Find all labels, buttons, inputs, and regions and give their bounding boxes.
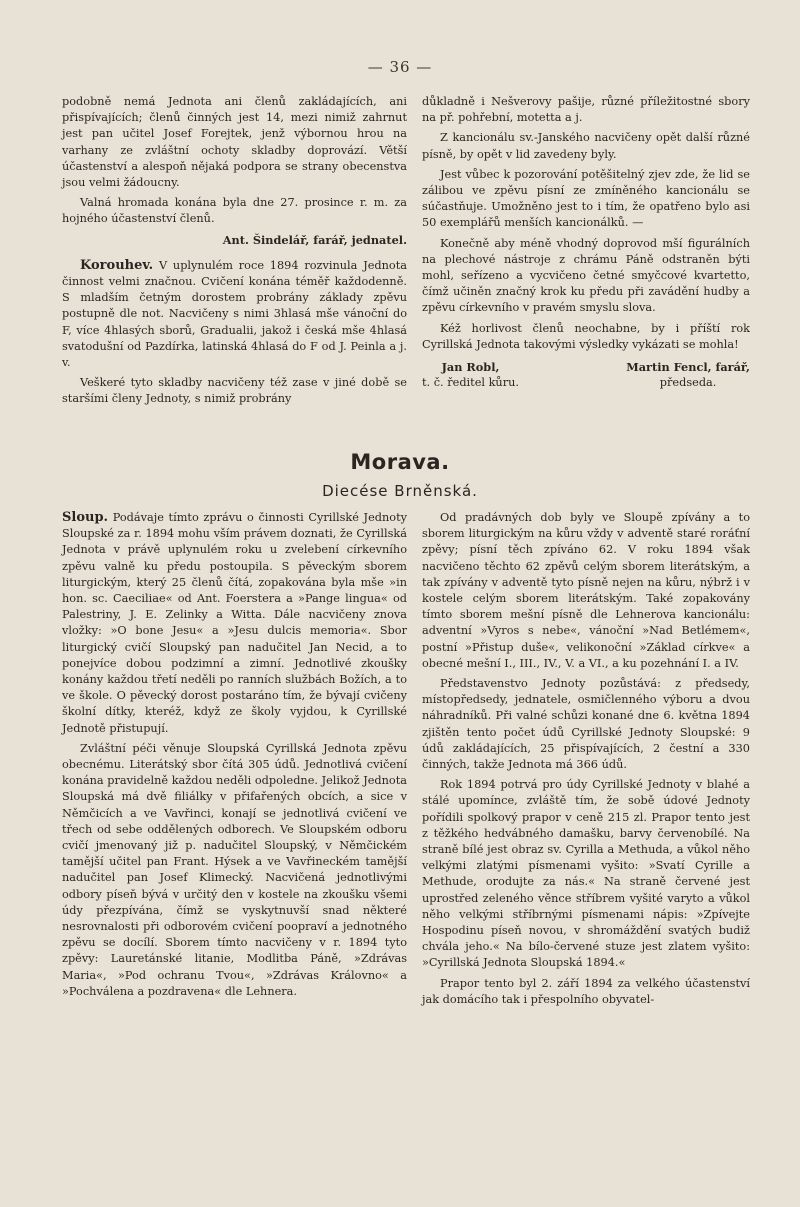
section-heading-sloup: Sloup. (62, 510, 109, 525)
paragraph: důkladně i Nešverovy pašije, různé příležitostné sbory na př. pohřební, motetta a j. (422, 95, 750, 125)
column-bottom-right (422, 510, 750, 1012)
paragraph: Jest vůbec k pozorování potěšitelný zjev zde, že lid se zálibou ve zpěvu písní ze zmíněného kancionálu se súčastňuje. Umožněno jest to i tím, že opatřeno bylo asi 50 exemplářů menších kancionálků. — (422, 167, 750, 230)
column-top-right (422, 94, 750, 391)
paragraph: Konečně aby méně vhodný doprovod mší figurálních na plechové nástroje z chrámu Páně odstraněn býti mohl, seřízeno a vycvičeno četné smyčcové kvartetto, čímž učiněn značný krok ku předu při zavádění hudby a zpěvu církevního v pravém smyslu slova. (422, 236, 750, 315)
signatures (422, 359, 750, 391)
paragraph-sloup (62, 510, 407, 737)
paragraph: Valná hromada konána byla dne 27. prosince r. m. za hojného účastenství členů. (62, 196, 407, 226)
paragraph-text: V uplynulém roce 1894 rozvinula Jednota činnost velmi značnou. Cvičení konána téměř každodenně. S mladším četným dorostem probrány základy zpěvu postupně dle not. Nacvičeny s nimi 3hlasá mše vánoční do F, více 4hlasých sborů, Gradualii, jakož i česká mše 4hlasá svatodušní od Pazdírka, latinská 4hlasá do F od J. Peinla a j. v. (62, 258, 407, 370)
paragraph: Z kancionálu sv.-Janského nacvičeny opět další různé písně, by opět v lid zavedeny byly. (422, 131, 750, 161)
paragraph: Od pradávných dob byly ve Sloupě zpívány a to sborem liturgickým na kůru vždy v adventě staré roráťní zpěvy; písní těch zpíváno 62. V roku 1894 však nacvičeno těchto 62 zpěvů celým sborem literátským, a tak zpívány v adventě tyto písně nejen na kůru, nýbrž i v kostele celým sborem literátským. Také zopakovány tímto sborem mešní písně dle Lehnerova kancionálu: adventní »Vyros s nebe«, vánoční »Nad Betlémem«, postní »Přistup duše«, velikonoční »Základ církve« a obecné mešní I., III., IV., V. a VI., a ku pozehnání I. a IV. (422, 511, 750, 670)
signature-fencl (626, 359, 750, 391)
paragraph: Prapor tento byl 2. září 1894 za velkého účastenství jak domácího tak i přespolního obyvatel- (422, 976, 750, 1006)
column-bottom-left (62, 510, 407, 1004)
region-title: Morava. (350, 450, 450, 474)
paragraph: Rok 1894 potrvá pro údy Cyrillské Jednoty v blahé a stálé upomínce, zvláště tím, že sobě údové Jednoty pořídili spolkový prapor v ceně 215 zl. Prapor tento jest z těžkého hedvábného damašku, barvy červenobílé. Na straně bílé jest obraz sv. Cyrilla a Methuda, a vůkol něho velkými zlatými písmenami vyšito: »Svatí Cyrille a Methude, orodujte za nás.« Na straně červené jest uprostřed zeleného věnce stříbrem vyšité varyto a vůkol něho velkými stříbrnými písmenami nápis: »Zpívejte Hospodinu píseň novou, v shromáždění svatých budiž chvála jeho.« Na bílo-červené stuze jest zlatem vyšito: »Cyrillská Jednota Sloupská 1894.« (422, 778, 750, 970)
diocese-title: Diecése Brněnská. (322, 482, 478, 500)
paragraph-text: Podávaje tímto zprávu o činnosti Cyrillské Jednoty Sloupské za r. 1894 mohu vším právem doznati, že Cyrillská Jednota v právě uplynulém roku u zvelebení církevního zpěvu valně ku předu postoupila. S pěveckým sborem liturgickým, který 25 členů čítá, zopakována byla mše »in hon. sc. Caeciliae« od Ant. Foerstera a »Pange lingua« od Palestriny, J. E. Zelinky a Witta. Dále nacvičeny znova vložky: »O bone Jesu« a »Jesu dulcis memoria«. Sbor liturgický cvičí Sloupský pan nadučitel Jan Necid, a to ponejvíce dobou podzimní a zimní. Jednotlivé zkoušky konány každou třetí neděli po ranních službách Božích, a to ve škole. O pěvecký dorost postaráno tím, že bývají cvičeny školní dítky, kteréž, když ze školy vyjdou, k Cyrillské Jednotě přistupují. (62, 511, 407, 735)
page-number: — 36 — (367, 58, 433, 76)
column-top-left (62, 94, 407, 412)
signature-role: t. č. ředitel kůru. (422, 376, 519, 390)
signature-robl (422, 359, 519, 391)
paragraph: Veškeré tyto skladby nacvičeny též zase v jiné době se staršími členy Jednoty, s nimiž probrány (62, 376, 407, 406)
paragraph: Zvláštní péči věnuje Sloupská Cyrillská Jednota zpěvu obecnému. Literátský sbor čítá 305 údů. Jednotlivá cvičení konána pravidelně každou neděli odpoledne. Jelikož Jednota Sloupská má dvě filiálky v přifařených obcích, a sice v Němčicích a ve Vavřinci, konají se jednotlivá cvičení ve třech od sebe oddělených odborech. Ve Sloupském odboru cvičí jmenovaný již p. nadučitel Sloupský, v Němčickém tamější učitel pan Frant. Hýsek a ve Vavřineckém tamější nadučitel pan Josef Klimecký. Nacvičená jednotlivými odbory píseň bývá v určitý den v kostele na zkoušku všemi údy přezpívána, čímž se vyskytnuvší snad některé nesrovnalosti při odborovém cvičení poopraví a jednotného zpěvu se docílí. Sborem tímto nacvičeny v r. 1894 tyto zpěvy: Lauretánské litanie, Modlitba Páně, »Zdrávas Maria«, »Pod ochranu Tvou«, »Zdrávas Královno« a »Pochválena a pozdravena« dle Lehnera. (62, 741, 407, 998)
signature-name: Martin Fencl, farář, (626, 360, 750, 375)
paragraph: Představenstvo Jednoty pozůstává: z předsedy, místopředsedy, jednatele, osmičlenného výboru a dvou náhradníků. Při valné schůzi konané dne 6. května 1894 zjištěn tento počet údů Cyrillské Jednoty Sloupské: 9 údů zakládajících, 25 přispívajících, 2 čestní a 330 činných, takže Jednota má 366 údů. (422, 677, 750, 772)
signature-sindelar: Ant. Šindelář, farář, jednatel. (222, 232, 407, 247)
paragraph: Kéž horlivost členů neochabne, by i příští rok Cyrillská Jednota takovými výsledky vykázati se mohla! (422, 321, 750, 351)
section-heading-korouhev: Korouhev. (80, 257, 154, 273)
signature-role: předseda. (659, 376, 717, 390)
signature-name: Jan Robl, (441, 360, 500, 375)
paragraph: podobně nemá Jednota ani členů zakládajících, ani přispívajících; členů činných jest 14, mezi nimiž zahrnut jest pan učitel Josef Forejtek, jenž výbornou hrou na varhany ze zvláštní ochoty skladby doprovází. Větší účastenství a alespoň nějaká podpora se strany obecenstva jsou velmi žádoucny. (62, 95, 407, 190)
paragraph-korouhev (62, 258, 407, 371)
